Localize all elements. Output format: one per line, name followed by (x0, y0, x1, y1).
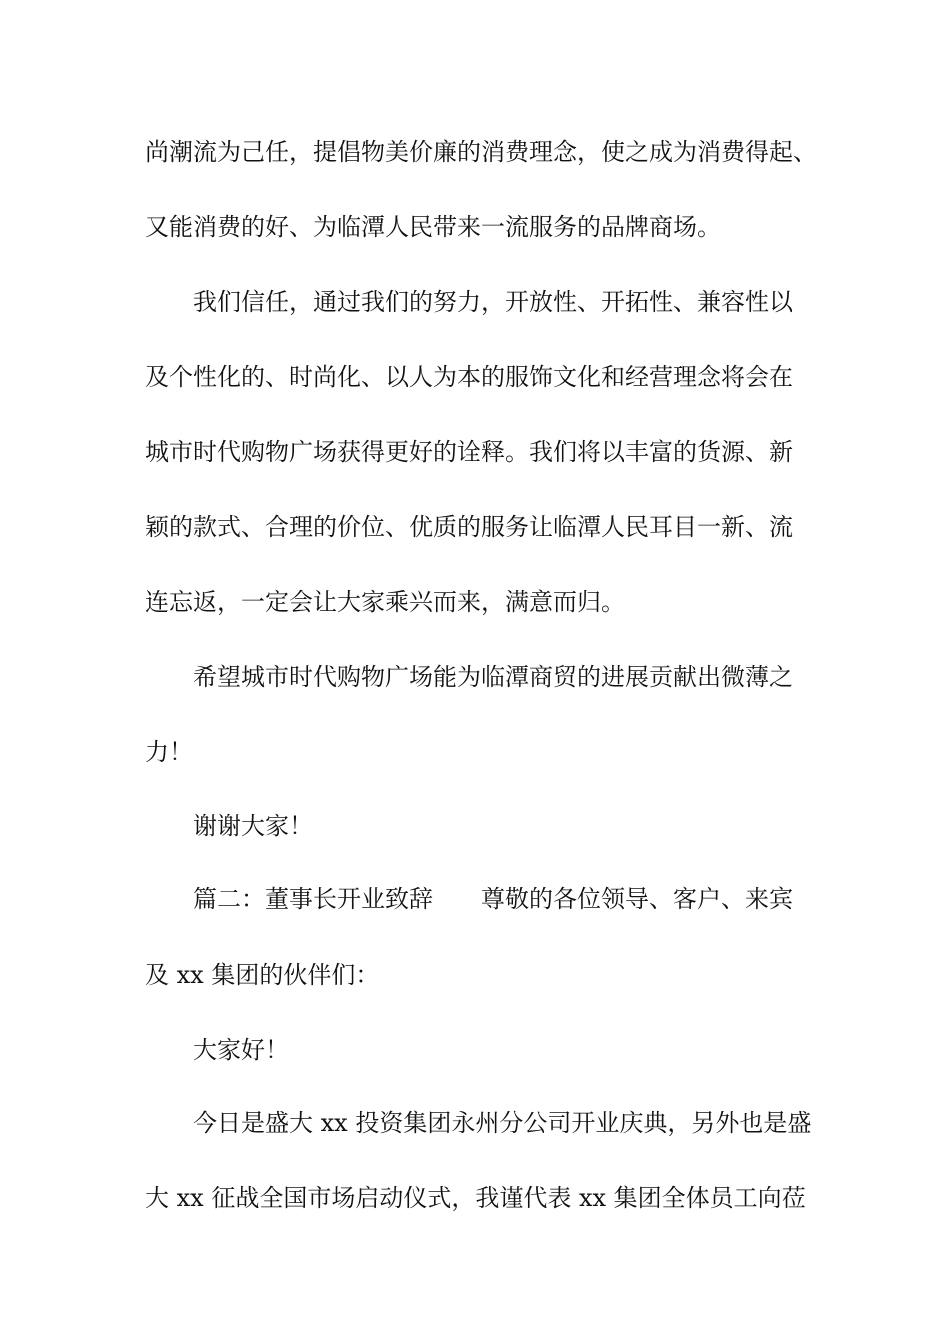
text-line: 又能消费的好、为临潭人民带来一流服务的品牌商场。 (145, 213, 721, 241)
paragraph-start-line: 今日是盛大 xx 投资集团永州分公司开业庆典，另外也是盛 (193, 1109, 812, 1137)
text-line: 城市时代购物广场获得更好的诠释。我们将以丰富的货源、新 (145, 438, 793, 466)
text-line: 颖的款式、合理的价位、优质的服务让临潭人民耳目一新、流 (145, 513, 793, 541)
text-line: 力！ (145, 738, 193, 766)
paragraph-start-line: 希望城市时代购物广场能为临潭商贸的进展贡献出微薄之 (193, 663, 793, 691)
text-line: 及个性化的、时尚化、以人为本的服饰文化和经营理念将会在 (145, 363, 793, 391)
text-line: 及 xx 集团的伙伴们： (145, 961, 380, 989)
section-heading-line: 篇二：董事长开业致辞 尊敬的各位领导、客户、来宾 (193, 885, 793, 913)
text-line: 大 xx 征战全国市场启动仪式，我谨代表 xx 集团全体员工向莅 (145, 1184, 806, 1212)
text-line: 连忘返，一定会让大家乘兴而来，满意而归。 (145, 588, 625, 616)
paragraph-start-line: 谢谢大家！ (193, 812, 313, 840)
paragraph-start-line: 大家好！ (193, 1036, 289, 1064)
paragraph-start-line: 我们信任，通过我们的努力，开放性、开拓性、兼容性以 (193, 288, 793, 316)
text-line: 尚潮流为己任，提倡物美价廉的消费理念，使之成为消费得起、 (145, 138, 817, 166)
